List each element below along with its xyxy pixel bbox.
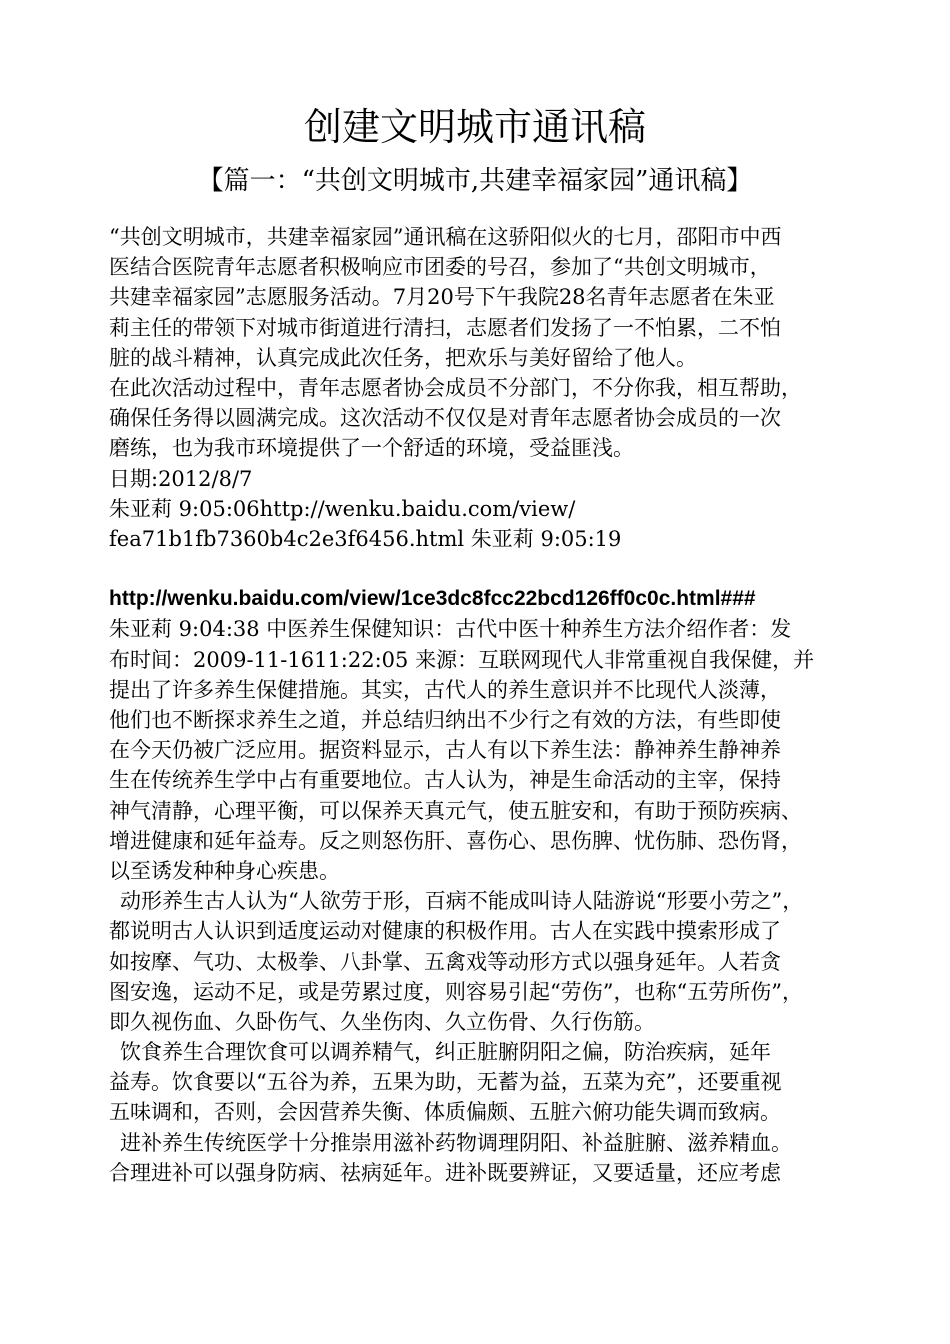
body-line: “共创文明城市，共建幸福家园”通讯稿在这骄阳似火的七月，邵阳市中西 [109, 225, 782, 249]
body-line: 图安逸，运动不足，或是劳累过度，则容易引起“劳伤”，也称“五劳所伤”， [109, 979, 803, 1004]
body-line: 进补养生传统医学十分推崇用滋补药物调理阴阳、补益脏腑、滋养精血。 [120, 1130, 792, 1155]
body-line: 即久视伤血、久卧伤气、久坐伤肉、久立伤骨、久行伤筋。 [109, 1009, 655, 1034]
url-line: http://wenku.baidu.com/view/1ce3dc8fcc22bcd126ff0c0c.html### [109, 587, 756, 611]
document-title: 创建文明城市通讯稿 [303, 105, 646, 149]
date-line: 日期:2012/8/7 [109, 466, 253, 491]
body-line: 脏的战斗精神，认真完成此次任务，把欢乐与美好留给了他人。 [109, 345, 697, 370]
body-line: 益寿。饮食要以“五谷为养，五果为助，无蓄为益，五菜为充”，还要重视 [109, 1070, 782, 1095]
body-line: 布时间：2009-11-1611:22:05 来源：互联网现代人非常重视自我保健，并 [109, 647, 815, 672]
body-line: 增进健康和延年益寿。反之则怒伤肝、喜伤心、思伤脾、忧伤肺、恐伤肾， [109, 828, 802, 853]
link-line: 朱亚莉 9:05:06http://wenku.baidu.com/view/ [109, 496, 576, 521]
body-line: 医结合医院青年志愿者积极响应市团委的号召，参加了“共创文明城市， [109, 255, 771, 280]
body-line: 磨练，也为我市环境提供了一个舒适的环境，受益匪浅。 [109, 436, 634, 461]
body-line: 在此次活动过程中，青年志愿者协会成员不分部门，不分你我，相互帮助， [109, 375, 802, 400]
body-line: 共建幸福家园”志愿服务活动。7月20号下午我院28名青年志愿者在朱亚 [109, 285, 775, 310]
body-line: 动形养生古人认为“人欲劳于形，百病不能成叫诗人陆游说“形要小劳之”， [120, 889, 804, 914]
body-line: 五味调和，否则，会因营养失衡、体质偏颇、五脏六俯功能失调而致病。 [109, 1100, 781, 1125]
body-line: 朱亚莉 9:04:38 中医养生保健知识：古代中医十种养生方法介绍作者：发 [109, 617, 792, 642]
body-line: 他们也不断探求养生之道，并总结归纳出不少行之有效的方法，有些即使 [109, 708, 781, 732]
body-line: 确保任务得以圆满完成。这次活动不仅仅是对青年志愿者协会成员的一次 [109, 406, 781, 431]
body-line: 生在传统养生学中占有重要地位。古人认为，神是生命活动的主宰，保持 [109, 768, 781, 793]
body-line: 提出了许多养生保健措施。其实，古代人的养生意识并不比现代人淡薄， [109, 677, 781, 702]
body-line: 以至诱发种种身心疾患。 [109, 858, 340, 883]
document-body [109, 222, 869, 1188]
body-line: 神气清静，心理平衡，可以保养天真元气，使五脏安和，有助于预防疾病、 [109, 798, 802, 823]
body-line: 都说明古人认识到适度运动对健康的积极作用。古人在实践中摸索形成了 [109, 919, 781, 944]
link-line: fea71b1fb7360b4c2e3f6456.html 朱亚莉 9:05:19 [109, 526, 622, 551]
body-line: 莉主任的带领下对城市街道进行清扫，志愿者们发扬了一不怕累，二不怕 [109, 315, 781, 340]
body-line: 如按摩、气功、太极拳、八卦掌、五禽戏等动形方式以强身延年。人若贪 [109, 949, 781, 974]
document-subtitle: 【篇一：“共创文明城市,共建幸福家园”通讯稿】 [197, 166, 753, 196]
body-line: 合理进补可以强身防病、祛病延年。进补既要辨证，又要适量，还应考虑 [109, 1160, 781, 1185]
blank-line [109, 554, 869, 584]
body-line: 在今天仍被广泛应用。据资料显示，古人有以下养生法：静神养生静神养 [109, 738, 781, 763]
body-line: 饮食养生合理饮食可以调养精气，纠正脏腑阴阳之偏，防治疾病，延年 [120, 1040, 771, 1065]
